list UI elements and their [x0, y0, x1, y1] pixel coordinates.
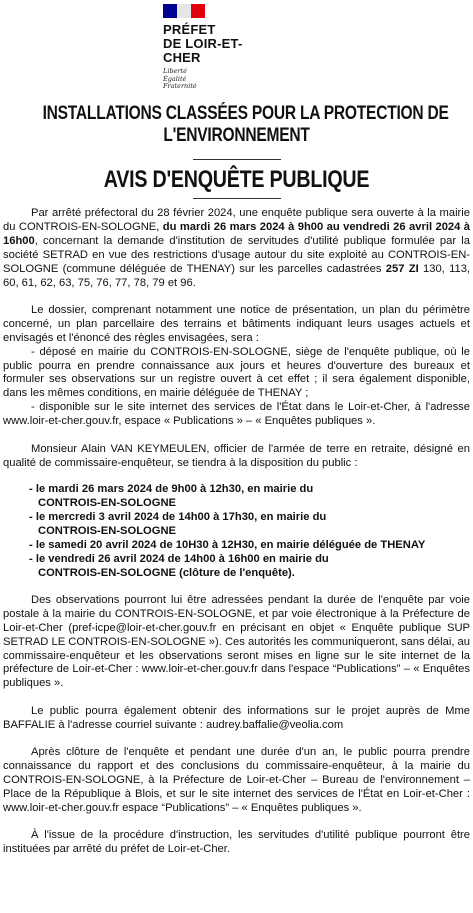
permanence-line: - le mardi 26 mars 2024 de 9h00 à 12h30, en mairie du	[29, 482, 314, 495]
paragraph-rapport: Après clôture de l'enquête et pendant une durée d'un an, le public pourra prendre connaissance du rapport et des conclusions du commissaire-enquêteur, à la mairie du CONTROIS-EN-SOLOGNE, à la Préfecture de Loir-et-Cher – Bureau de l'environnement – Place de la République à Blois, et sur le site internet des services de l'État en Loir-et-Cher : www.loir-et-cher.gouv.fr espace “Publications” – « Enquêtes publiques ».	[3, 746, 470, 814]
prefecture-name	[163, 23, 273, 65]
flag-red	[191, 4, 205, 18]
paragraph-conclusion: À l'issue de la procédure d'instruction, les servitudes d'utilité publique pourront être instituées par arrêté du préfet de Loir-et-Cher.	[3, 829, 470, 855]
motto-liberte: Liberté	[163, 67, 187, 75]
paragraph-dossier-item1	[3, 346, 470, 402]
flag-white	[177, 4, 191, 18]
p1-dates: du mardi 26 mars 2024 à 9h00 au vendredi 26 avril 2024 à 16h00	[3, 220, 470, 247]
permanence-line: - le vendredi 26 avril 2024 de 14h00 à 16h00 en mairie du	[29, 552, 329, 565]
paragraph-dossier-item2	[3, 401, 470, 429]
permanence-item	[29, 538, 470, 552]
permanence-location: CONTROIS-EN-SOLOGNE (clôture de l'enquête).	[38, 566, 295, 579]
permanences-list	[29, 482, 470, 580]
p2-item2: - disponible sur le site internet des services de l'État dans le Loir-et-Cher, à l'adresse www.loir-et-cher.gouv.fr, espace « Publications » – « Enquêtes publiques ».	[3, 401, 470, 428]
permanence-location: CONTROIS-EN-SOLOGNE	[38, 524, 176, 537]
permanence-item	[29, 552, 470, 580]
permanence-line: - le mercredi 3 avril 2024 de 14h00 à 17h30, en mairie du	[29, 510, 327, 523]
flag-blue	[163, 4, 177, 18]
prefecture-logo	[163, 4, 273, 91]
p2-intro: Le dossier, comprenant notamment une notice de présentation, un plan du périmètre concerné, un plan parcellaire des terrains et bâtiments indiquant leurs usages actuels et envisagés et l'énoncé des règles envisagées, sera :	[3, 303, 470, 344]
divider-top	[193, 159, 281, 160]
paragraph-dossier	[3, 304, 470, 346]
paragraph-observations: Des observations pourront lui être adressées pendant la durée de l'enquête par voie postale à la mairie du CONTROIS-EN-SOLOGNE, et par voie électronique à la Préfecture de Loir-et-Cher (pref-icpe@loir-et-cher.gouv.fr en précisant en objet « Enquête publique SUP SETRAD LE CONTROIS-EN-SOLOGNE »). Ces autorités les communiqueront, sans délai, au commissaire-enquêteur et les observations seront mises en ligne sur le site internet de la préfecture de Loir-et-Cher : www.loir-et-cher.gouv.fr dans l'espace “Publications” – « Enquêtes publiques ».	[3, 593, 470, 690]
p1-text-c: , concernant la demande d'institution de servitudes d'utilité publique formulée par la société SETRAD en vue des restrictions d'usage autour du site exploité au CONTROIS-EN-SOLOGNE (commune déléguée de THENAY) sur les parcelles cadastrées	[3, 234, 470, 275]
heading-line1: INSTALLATIONS CLASSÉES POUR LA PROTECTION DE	[42, 103, 449, 124]
heading-line2: L'ENVIRONNEMENT	[163, 125, 310, 146]
permanence-location: CONTROIS-EN-SOLOGNE	[38, 496, 176, 509]
paragraph-arrete	[3, 207, 470, 290]
notice-body	[3, 207, 470, 870]
p1-parcels: 130, 113, 60, 61, 62, 63, 75, 76, 77, 78, 79 et 96.	[3, 262, 471, 289]
motto-egalite: Égalité	[163, 74, 187, 83]
p2-item1: - déposé en mairie du CONTROIS-EN-SOLOGNE, siège de l'enquête publique, où le public pourra en prendre connaissance aux jours et heures d'ouverture des bureaux et formuler ses observations sur un registre ouvert à cet effet ; il sera également disponible, dans les mêmes conditions, en mairie déléguée de THENAY ;	[3, 345, 470, 400]
permanence-item	[29, 510, 470, 538]
permanence-line: - le samedi 20 avril 2024 de 10H30 à 12H30, en mairie déléguée de THENAY	[29, 538, 426, 551]
motto-fraternite: Fraternité	[163, 82, 197, 90]
prefecture-name-line1: PRÉFET	[163, 22, 216, 37]
p1-section: 257 ZI	[385, 262, 419, 275]
prefecture-name-line2: DE LOIR-ET-CHER	[163, 36, 243, 65]
divider-bottom	[193, 198, 281, 199]
paragraph-commissaire: Monsieur Alain VAN KEYMEULEN, officier de l'armée de terre en retraite, désigné en qualité de commissaire-enquêteur, se tiendra à la disposition du public :	[3, 442, 470, 469]
p1-text-a: Par arrêté préfectoral du 28 février 2024, une enquête publique sera ouverte à la mairie du CONTROIS-EN-SOLOGNE,	[3, 207, 470, 233]
paragraph-informations: Le public pourra également obtenir des informations sur le projet auprès de Mme BAFFALIE à l'adresse courriel suivante : audrey.baffalie@veolia.com	[3, 704, 470, 731]
marianne-flag-icon	[163, 4, 205, 18]
republic-motto	[163, 68, 273, 91]
page-title: AVIS D'ENQUÊTE PUBLIQUE	[103, 166, 370, 193]
permanence-item	[29, 482, 470, 510]
